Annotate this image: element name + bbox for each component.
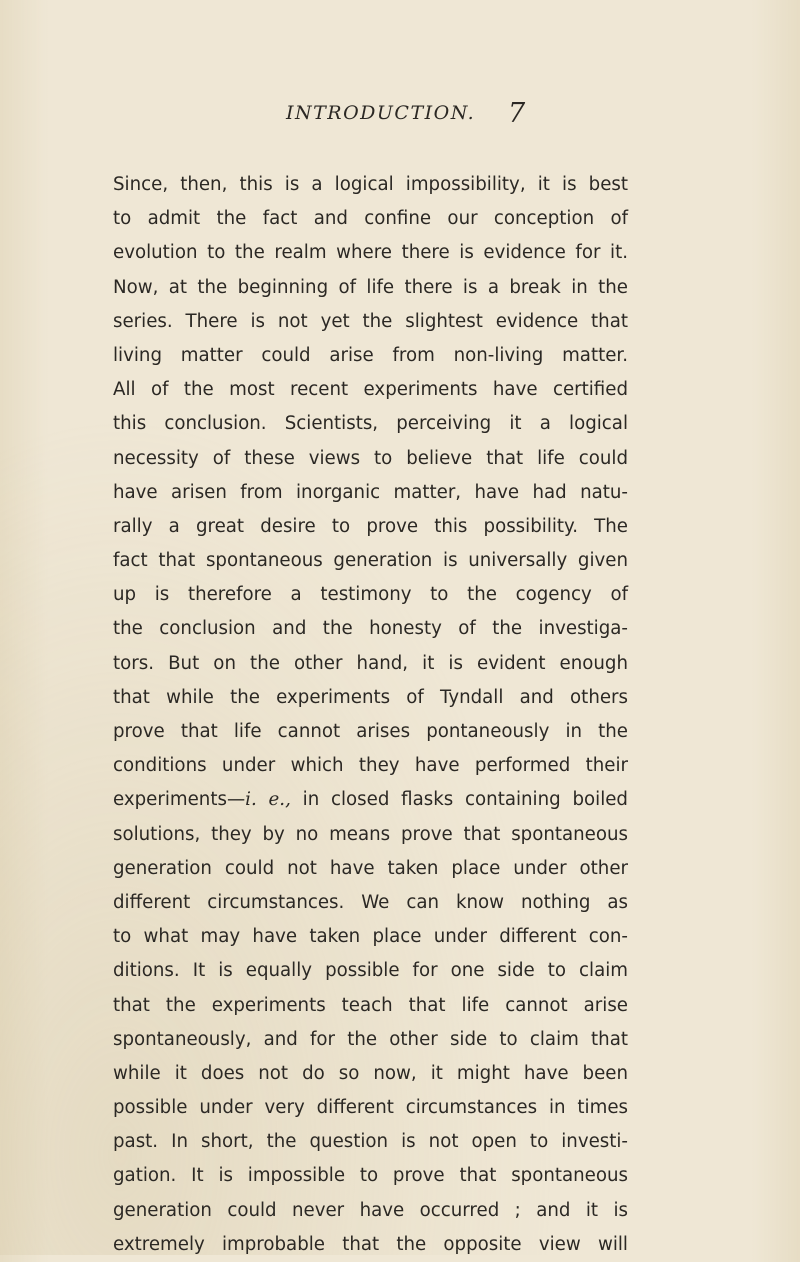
- text-line: necessity of these views to believe that life could: [113, 447, 628, 469]
- text-line: Now, at the beginning of life there is a break in the: [113, 276, 628, 298]
- text-line: past. In short, the question is not open to investi-: [113, 1131, 628, 1153]
- italic-abbreviation: i. e.,: [245, 789, 291, 811]
- text-line: conditions under which they have performed their: [113, 755, 628, 777]
- running-head-title: INTRODUCTION.: [286, 102, 476, 124]
- text-line: that the experiments teach that life cannot arise: [113, 994, 628, 1016]
- text-line: generation could not have taken place under other: [113, 857, 628, 879]
- text-line: that while the experiments of Tyndall and others: [113, 686, 628, 708]
- text-line: up is therefore a testimony to the cogency of: [113, 584, 628, 606]
- body-text: [113, 168, 628, 1262]
- text-line: fact that spontaneous generation is universally given: [113, 550, 628, 572]
- text-line: Since, then, this is a logical impossibility, it is best: [113, 174, 628, 195]
- text-line: to what may have taken place under different con-: [113, 926, 628, 948]
- text-line: spontaneously, and for the other side to claim that: [113, 1028, 628, 1050]
- text-line: living matter could arise from non-living matter.: [113, 344, 628, 366]
- text-line: possible under very different circumstances in times: [113, 1097, 628, 1119]
- text-line: while it does not do so now, it might have been: [113, 1062, 628, 1084]
- text-line: prove that life cannot arises pontaneously in the: [113, 721, 628, 742]
- text-line: generation could never have occurred ; and it is: [113, 1199, 628, 1221]
- text-line: to admit the fact and confine our conception of: [113, 208, 628, 230]
- running-head: [0, 92, 800, 132]
- text-line: extremely improbable that the opposite view will: [113, 1233, 628, 1255]
- text-line-ie: [113, 783, 628, 817]
- text-line: different circumstances. We can know nothing as: [113, 891, 628, 913]
- text-line: have arisen from inorganic matter, have had natu-: [113, 481, 628, 503]
- text-segment: in closed flasks containing boiled: [290, 789, 628, 811]
- text-segment: experiments—: [113, 789, 246, 811]
- text-line: All of the most recent experiments have certified: [113, 379, 628, 401]
- text-line: tors. But on the other hand, it is evident enough: [113, 652, 628, 674]
- text-line: evolution to the realm where there is evidence for it.: [113, 242, 628, 264]
- text-line: gation. It is impossible to prove that spontaneous: [113, 1165, 628, 1187]
- text-line: this conclusion. Scientists, perceiving it a logical: [113, 413, 628, 435]
- text-line: the conclusion and the honesty of the investiga-: [113, 618, 628, 640]
- text-line: ditions. It is equally possible for one side to claim: [113, 960, 628, 982]
- text-line: solutions, they by no means prove that spontaneous: [113, 823, 628, 845]
- page-number: 7: [508, 98, 526, 129]
- text-line: series. There is not yet the slightest evidence that: [113, 310, 628, 332]
- text-line: rally a great desire to prove this possibility. The: [113, 515, 628, 537]
